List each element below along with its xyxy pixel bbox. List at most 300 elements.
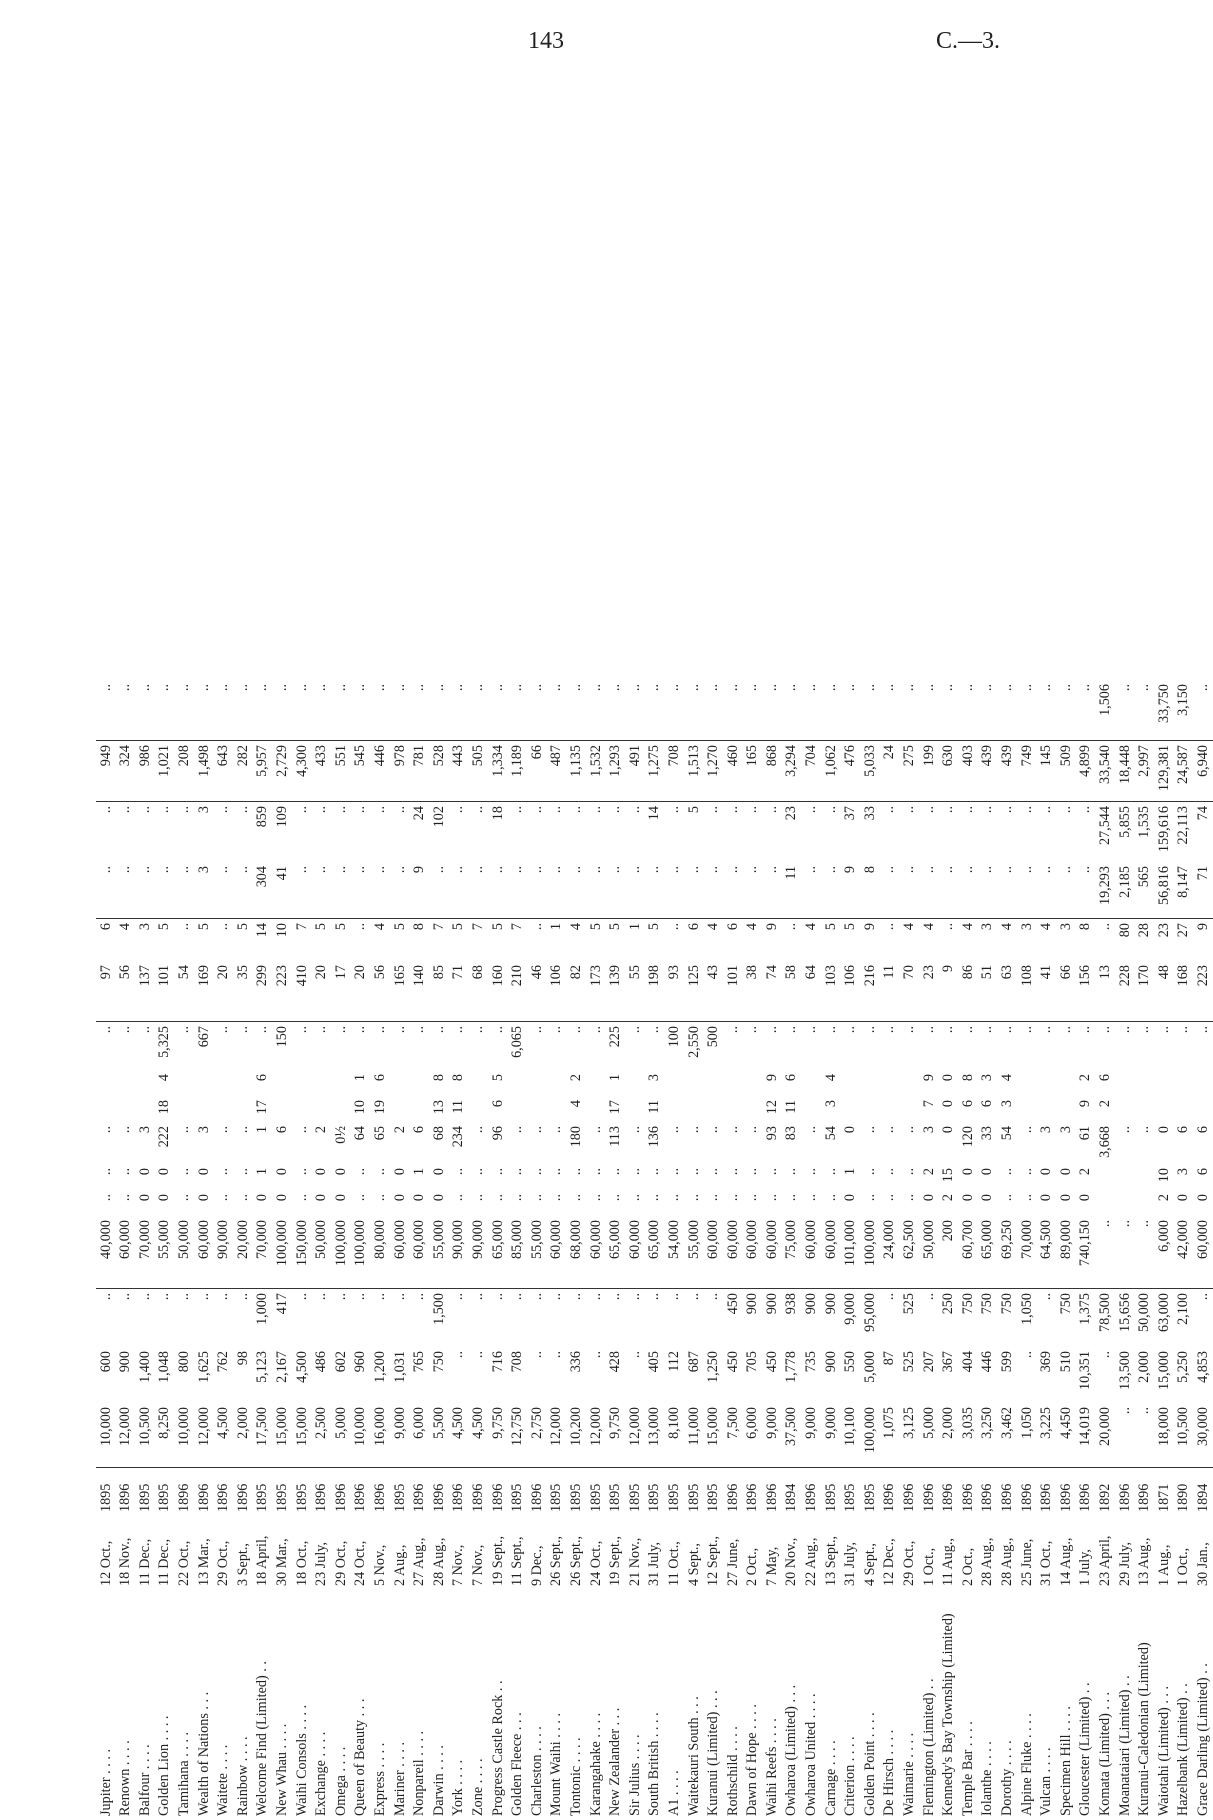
cell-capital: 10,000 xyxy=(96,1403,116,1468)
cell-men: 4 xyxy=(920,923,937,931)
cell-ld: 1 xyxy=(352,1074,369,1082)
cell-ore: .. xyxy=(566,862,586,919)
cell-shares: 60,000 xyxy=(723,1216,743,1289)
cell-shares: 69,250 xyxy=(997,1216,1017,1289)
cell-acres: 125 xyxy=(684,961,704,1022)
cell-val: 1,513 xyxy=(684,741,704,802)
cell-oz: .. xyxy=(1038,806,1055,814)
cell-capital: .. xyxy=(1115,1403,1135,1468)
cell-ld: 4 xyxy=(156,1074,173,1082)
cell-area: .. xyxy=(313,1026,330,1034)
cell-val: 545 xyxy=(351,741,371,802)
cell-area: 2,550 xyxy=(685,1026,702,1058)
cell-ld xyxy=(1154,1070,1174,1096)
cell-paid: 405 xyxy=(646,1351,663,1373)
cell-ld xyxy=(507,1070,527,1096)
cell-men: 4 xyxy=(744,923,761,931)
cell-date: 13 Mar., xyxy=(195,1538,212,1586)
cell-date: 27 Aug., xyxy=(411,1537,428,1586)
cell-dividends: .. xyxy=(821,680,841,741)
page-number: 143 xyxy=(528,28,564,54)
cell-pd: 1 xyxy=(411,1168,428,1176)
cell-div: .. xyxy=(920,1293,937,1301)
cell-paid: 705 xyxy=(744,1351,761,1373)
cell-date: 24 Oct., xyxy=(587,1540,604,1586)
cell-ld xyxy=(468,1070,488,1096)
cell-ld xyxy=(1115,1070,1135,1096)
table-row xyxy=(1134,680,1154,1820)
table-row xyxy=(155,680,175,1820)
cell-shares: 20,000 xyxy=(233,1216,253,1289)
cell-pd: .. xyxy=(646,1168,663,1176)
cell-shares: 60,000 xyxy=(547,1216,567,1289)
cell-ld xyxy=(743,1070,763,1096)
cell-val: 1,062 xyxy=(821,741,841,802)
cell-dividends: .. xyxy=(958,680,978,741)
cell-area: .. xyxy=(391,1026,408,1034)
cell-capital: 30,000 xyxy=(1193,1403,1213,1468)
cell-capital: 3,225 xyxy=(1037,1403,1057,1468)
cell-ld xyxy=(174,1070,194,1096)
cell-year: 1896 xyxy=(763,1483,780,1512)
cell-capital: 10,000 xyxy=(174,1403,194,1468)
cell-men: 8 xyxy=(411,923,428,931)
cell-lp: 2 xyxy=(391,1126,408,1134)
cell-oz: .. xyxy=(959,806,976,814)
cell-pd: .. xyxy=(822,1168,839,1176)
cell-val: 528 xyxy=(429,741,449,802)
table-row xyxy=(1174,680,1194,1820)
cell-div: 525 xyxy=(901,1293,918,1315)
cell-lp: 222 xyxy=(156,1126,173,1148)
cell-lp: 6 xyxy=(411,1126,428,1134)
cell-acres: 82 xyxy=(566,961,586,1022)
cell-ore: .. xyxy=(703,862,723,919)
cell-lp: 33 xyxy=(979,1126,996,1141)
cell-ps: .. xyxy=(803,1194,820,1202)
cell-dividends: .. xyxy=(1056,680,1076,741)
cell-oz: .. xyxy=(822,806,839,814)
cell-men: 6 xyxy=(97,923,114,931)
cell-year: 1894 xyxy=(783,1483,800,1512)
cell-oz: 1,535 xyxy=(1136,806,1153,838)
cell-acres: 165 xyxy=(390,961,410,1022)
cell-ld: 6 xyxy=(254,1074,271,1082)
cell-ore: .. xyxy=(1056,862,1076,919)
cell-date: 2 Aug., xyxy=(391,1544,408,1586)
cell-acres: 410 xyxy=(292,961,312,1022)
cell-name: Mariner . . . . xyxy=(391,1741,408,1816)
cell-ls xyxy=(586,1096,606,1122)
cell-ps: 0 xyxy=(156,1194,173,1202)
cell-year: 1896 xyxy=(881,1483,898,1512)
cell-shares: 60,700 xyxy=(958,1216,978,1289)
cell-paid: 10,351 xyxy=(1077,1351,1094,1391)
cell-ore: .. xyxy=(312,862,332,919)
cell-ls xyxy=(507,1096,527,1122)
cell-shares: 100,000 xyxy=(351,1216,371,1289)
cell-men: .. xyxy=(215,923,232,931)
cell-shares: 100,000 xyxy=(331,1216,351,1289)
cell-div: .. xyxy=(469,1293,486,1301)
cell-ore: .. xyxy=(370,862,390,919)
cell-shares: 60,000 xyxy=(1193,1216,1213,1289)
cell-ps: 2 xyxy=(1155,1194,1172,1202)
cell-year: 1892 xyxy=(1096,1483,1113,1512)
cell-men: 4 xyxy=(901,923,918,931)
cell-ls xyxy=(703,1096,723,1122)
cell-ps: 0 xyxy=(313,1194,330,1202)
cell-paid: 708 xyxy=(509,1351,526,1373)
cell-name: Temple Bar . . . . xyxy=(959,1721,976,1816)
cell-ps: .. xyxy=(881,1194,898,1202)
cell-pd: 6 xyxy=(1194,1168,1211,1176)
cell-acres: 139 xyxy=(605,961,625,1022)
cell-val: 1,293 xyxy=(605,741,625,802)
cell-area: .. xyxy=(136,1026,153,1034)
cell-area: .. xyxy=(842,1026,859,1034)
cell-acres: 168 xyxy=(1174,961,1194,1022)
cell-val: 1,270 xyxy=(703,741,723,802)
cell-year: 1894 xyxy=(1194,1483,1211,1512)
cell-pd: 0 xyxy=(391,1168,408,1176)
cell-shares: 60,000 xyxy=(410,1216,430,1289)
cell-ld xyxy=(527,1070,547,1096)
cell-ls: 17 xyxy=(254,1100,271,1115)
table-row xyxy=(899,680,919,1820)
cell-val: 704 xyxy=(801,741,821,802)
cell-ls xyxy=(860,1096,880,1122)
cell-div: 50,000 xyxy=(1136,1293,1153,1333)
cell-area: .. xyxy=(783,1026,800,1034)
cell-name: Golden Fleece . . . xyxy=(509,1712,526,1816)
cell-pd: .. xyxy=(469,1168,486,1176)
cell-ps: 0 xyxy=(842,1194,859,1202)
cell-ps: .. xyxy=(176,1194,193,1202)
cell-pd xyxy=(1115,1164,1135,1190)
cell-shares: 40,000 xyxy=(96,1216,116,1289)
cell-oz: .. xyxy=(665,806,682,814)
cell-pd: .. xyxy=(176,1168,193,1176)
cell-ore: .. xyxy=(116,862,136,919)
cell-pd: .. xyxy=(861,1168,878,1176)
cell-date: 22 Oct., xyxy=(176,1540,193,1586)
cell-ld xyxy=(312,1070,332,1096)
cell-oz: .. xyxy=(372,806,388,814)
cell-ls xyxy=(331,1096,351,1122)
cell-shares: 62,500 xyxy=(899,1216,919,1289)
cell-year: 1895 xyxy=(136,1483,153,1512)
cell-capital: 12,750 xyxy=(507,1403,527,1468)
cell-div: 750 xyxy=(959,1293,976,1315)
cell-pd: .. xyxy=(372,1168,388,1176)
cell-val: 282 xyxy=(233,741,253,802)
cell-dividends: .. xyxy=(1076,680,1096,741)
cell-val: 33,540 xyxy=(1095,741,1115,802)
cell-acres: 58 xyxy=(782,961,802,1022)
cell-ore: .. xyxy=(527,862,547,919)
table-body xyxy=(96,680,1213,1820)
table-row xyxy=(527,680,547,1820)
cell-oz: 159,616 xyxy=(1155,806,1172,853)
cell-val: 208 xyxy=(174,741,194,802)
cell-val: 1,021 xyxy=(155,741,175,802)
cell-ls: 17 xyxy=(607,1100,624,1115)
cell-oz: .. xyxy=(901,806,918,814)
cell-acres: 97 xyxy=(96,961,116,1022)
cell-area: .. xyxy=(97,1026,114,1034)
table-row xyxy=(821,680,841,1820)
cell-name: Jupiter . . . . xyxy=(97,1749,114,1816)
cell-capital: 11,000 xyxy=(684,1403,704,1468)
cell-ld xyxy=(233,1070,253,1096)
cell-men: 9 xyxy=(1194,923,1211,931)
cell-oz: .. xyxy=(117,806,134,814)
cell-div: 938 xyxy=(783,1293,800,1315)
cell-div: 1,375 xyxy=(1077,1293,1094,1325)
cell-area: 500 xyxy=(705,1026,722,1048)
table-row xyxy=(566,680,586,1820)
cell-ore: .. xyxy=(684,862,704,919)
cell-val: 2,729 xyxy=(272,741,292,802)
cell-div: 1,050 xyxy=(1018,1293,1035,1325)
cell-ld: 8 xyxy=(450,1074,467,1082)
cell-oz: .. xyxy=(548,806,565,814)
cell-shares: 55,000 xyxy=(684,1216,704,1289)
cell-name: Hazelbank (Limited) . . xyxy=(1175,1683,1192,1816)
cell-ld xyxy=(1037,1070,1057,1096)
cell-shares: 60,000 xyxy=(703,1216,723,1289)
cell-men: 27 xyxy=(1175,923,1192,938)
cell-oz: .. xyxy=(528,806,545,814)
cell-lp: 3,668 xyxy=(1096,1126,1113,1158)
cell-name: Waimarie . . . . xyxy=(901,1732,918,1816)
cell-men: 7 xyxy=(430,923,447,931)
cell-date: 11 Oct., xyxy=(665,1541,682,1586)
cell-ls xyxy=(233,1096,253,1122)
cell-area: .. xyxy=(234,1026,251,1034)
cell-capital: 10,100 xyxy=(841,1403,861,1468)
cell-name: Iolanthe . . . . xyxy=(979,1741,996,1816)
cell-ps: .. xyxy=(528,1194,545,1202)
cell-year: 1895 xyxy=(97,1483,114,1512)
cell-dividends: .. xyxy=(527,680,547,741)
cell-div: .. xyxy=(176,1293,193,1301)
cell-shares: 60,000 xyxy=(194,1216,214,1289)
cell-shares: 55,000 xyxy=(527,1216,547,1289)
cell-name: Vulcan . . . . xyxy=(1038,1747,1055,1816)
cell-ore: .. xyxy=(135,862,155,919)
cell-ore: 304 xyxy=(253,862,273,919)
cell-ld xyxy=(135,1070,155,1096)
cell-paid: 404 xyxy=(959,1351,976,1373)
cell-name: Specimen Hill . . . . xyxy=(1057,1706,1074,1816)
table-row xyxy=(958,680,978,1820)
cell-div: .. xyxy=(567,1293,584,1301)
cell-shares: 65,000 xyxy=(605,1216,625,1289)
cell-shares: 101,000 xyxy=(841,1216,861,1289)
cell-pd: .. xyxy=(293,1168,310,1176)
cell-dividends: .. xyxy=(1017,680,1037,741)
cell-acres: 74 xyxy=(762,961,782,1022)
cell-lp: .. xyxy=(215,1126,232,1134)
cell-name: Express . . . . xyxy=(372,1742,388,1816)
cell-ore: 19,293 xyxy=(1095,862,1115,919)
cell-paid: .. xyxy=(469,1351,486,1359)
cell-lp: .. xyxy=(1018,1126,1035,1134)
cell-ps xyxy=(1095,1190,1115,1216)
cell-year: 1896 xyxy=(372,1483,388,1512)
cell-div: .. xyxy=(391,1293,408,1301)
cell-name: Progress Castle Rock . . xyxy=(489,1680,506,1816)
cell-dividends: .. xyxy=(116,680,136,741)
cell-oz: 37 xyxy=(842,806,859,821)
cell-dividends: .. xyxy=(253,680,273,741)
cell-acres: 108 xyxy=(1017,961,1037,1022)
cell-date: 31 Oct., xyxy=(1038,1540,1055,1586)
cell-ore: .. xyxy=(586,862,606,919)
cell-div: 78,500 xyxy=(1096,1293,1113,1333)
cell-capital: 16,000 xyxy=(370,1403,390,1468)
cell-capital: 2,000 xyxy=(939,1403,959,1468)
cell-paid: 765 xyxy=(411,1351,428,1373)
table-row xyxy=(1115,680,1135,1820)
cell-pd: .. xyxy=(489,1168,506,1176)
cell-lp: 83 xyxy=(783,1126,800,1141)
cell-div: .. xyxy=(607,1293,624,1301)
cell-year: 1895 xyxy=(626,1483,643,1512)
cell-area: .. xyxy=(920,1026,937,1034)
cell-paid: .. xyxy=(1096,1351,1113,1359)
cell-paid: 599 xyxy=(999,1351,1015,1373)
cell-ls: 6 xyxy=(489,1100,506,1108)
cell-ore: .. xyxy=(997,862,1017,919)
cell-year: 1896 xyxy=(1018,1483,1035,1512)
cell-men: 14 xyxy=(254,923,271,938)
cell-area: .. xyxy=(901,1026,918,1034)
cell-capital: 15,000 xyxy=(703,1403,723,1468)
cell-area: .. xyxy=(1038,1026,1055,1034)
cell-date: 13 Aug., xyxy=(1136,1537,1153,1586)
cell-lp: 54 xyxy=(999,1126,1015,1141)
cell-shares: 68,000 xyxy=(566,1216,586,1289)
cell-shares: 70,000 xyxy=(135,1216,155,1289)
cell-area: 150 xyxy=(274,1026,291,1048)
cell-men: 28 xyxy=(1136,923,1153,938)
cell-ps: .. xyxy=(97,1194,114,1202)
cell-men: 6 xyxy=(685,923,702,931)
table-row xyxy=(116,680,136,1820)
cell-ld: 6 xyxy=(372,1074,388,1082)
cell-div: .. xyxy=(489,1293,506,1301)
cell-ps: 0 xyxy=(979,1194,996,1202)
cell-paid: 98 xyxy=(234,1351,251,1366)
cell-ore: .. xyxy=(1037,862,1057,919)
cell-capital: 10,500 xyxy=(1174,1403,1194,1468)
cell-pd: .. xyxy=(881,1168,898,1176)
cell-ls xyxy=(1037,1096,1057,1122)
cell-acres: 198 xyxy=(645,961,665,1022)
cell-name: Balfour . . . . xyxy=(136,1744,153,1816)
cell-area: .. xyxy=(999,1026,1015,1034)
cell-ld: 1 xyxy=(607,1074,624,1082)
cell-capital: 10,500 xyxy=(135,1403,155,1468)
cell-year: 1895 xyxy=(822,1483,839,1512)
cell-val: 439 xyxy=(978,741,998,802)
cell-val: 476 xyxy=(841,741,861,802)
cell-name: Kuranui-Caledonian (Limited) xyxy=(1136,1642,1153,1816)
cell-capital: 8,100 xyxy=(664,1403,684,1468)
cell-dividends: .. xyxy=(312,680,332,741)
table-row xyxy=(664,680,684,1820)
cell-pd: 2 xyxy=(920,1168,937,1176)
cell-ls: 4 xyxy=(567,1100,584,1108)
cell-capital: 12,000 xyxy=(625,1403,645,1468)
table-row xyxy=(272,680,292,1820)
cell-dividends: .. xyxy=(351,680,371,741)
cell-ls: 18 xyxy=(156,1100,173,1115)
cell-div: .. xyxy=(685,1293,702,1301)
cell-lp: .. xyxy=(626,1126,643,1134)
cell-dividends: 1,506 xyxy=(1095,680,1115,741)
cell-ps: 0 xyxy=(430,1194,447,1202)
cell-lp: .. xyxy=(528,1126,545,1134)
cell-capital: 15,000 xyxy=(272,1403,292,1468)
cell-area: .. xyxy=(1175,1026,1192,1034)
cell-paid: 450 xyxy=(724,1351,741,1373)
cell-acres: 9 xyxy=(939,961,959,1022)
cell-men: 4 xyxy=(117,923,134,931)
cell-lp: 3 xyxy=(1057,1126,1074,1134)
cell-acres: 43 xyxy=(703,961,723,1022)
cell-ps: 2 xyxy=(940,1194,957,1202)
cell-date: 25 June, xyxy=(1018,1538,1035,1586)
cell-ore: .. xyxy=(625,862,645,919)
cell-date: 2 Oct., xyxy=(959,1547,976,1586)
cell-ore: 8,147 xyxy=(1174,862,1194,919)
cell-ld xyxy=(331,1070,351,1096)
cell-year: 1895 xyxy=(685,1483,702,1512)
cell-paid: 428 xyxy=(607,1351,624,1373)
cell-div: 450 xyxy=(724,1293,741,1315)
cell-acres: 101 xyxy=(723,961,743,1022)
cell-paid: .. xyxy=(1018,1351,1035,1359)
cell-ps: 0 xyxy=(1077,1194,1094,1202)
cell-name: Tontonic . . . . xyxy=(567,1737,584,1816)
cell-shares: 50,000 xyxy=(174,1216,194,1289)
cell-men: .. xyxy=(1096,923,1113,931)
cell-ls xyxy=(801,1096,821,1122)
cell-capital: 10,200 xyxy=(566,1403,586,1468)
cell-ps: 0 xyxy=(391,1194,408,1202)
cell-shares: 90,000 xyxy=(214,1216,234,1289)
cell-acres: 41 xyxy=(1037,961,1057,1022)
cell-oz: 74 xyxy=(1194,806,1211,821)
cell-shares: 54,000 xyxy=(664,1216,684,1289)
cell-year: 1895 xyxy=(665,1483,682,1512)
cell-year: 1896 xyxy=(489,1483,506,1512)
cell-men: 9 xyxy=(861,923,878,931)
cell-acres: 70 xyxy=(899,961,919,1022)
cell-acres: 223 xyxy=(272,961,292,1022)
cell-lp: 0 xyxy=(940,1126,957,1134)
cell-ld xyxy=(547,1070,567,1096)
cell-area: .. xyxy=(1057,1026,1074,1034)
cell-val: 4,899 xyxy=(1076,741,1096,802)
cell-year: 1896 xyxy=(313,1483,330,1512)
cell-dividends: .. xyxy=(880,680,900,741)
cell-oz: 33 xyxy=(861,806,878,821)
